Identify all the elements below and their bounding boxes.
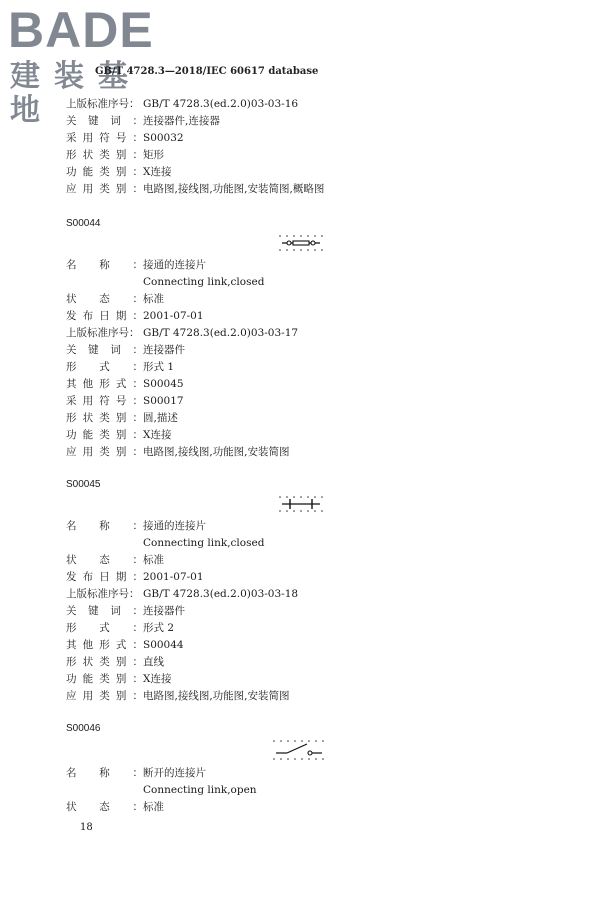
field-label: 形 状 类 别 ： <box>66 149 143 161</box>
field-line <box>66 97 298 111</box>
field-label: 功 能 类 别 ： <box>66 673 143 685</box>
field-value: GB/T 4728.3(ed.2.0)03-03-16 <box>143 98 299 110</box>
field-value: Connecting link,open <box>143 784 257 796</box>
field-line <box>66 165 171 179</box>
entry-code: S00046 <box>66 723 101 734</box>
field-value: 形式 1 <box>143 361 175 373</box>
logo-latin-text: BADE <box>8 2 154 58</box>
field-label: 形 式 ： <box>66 622 143 634</box>
field-label: 状 态 ： <box>66 801 143 813</box>
field-line <box>66 621 174 635</box>
field-label: 关 键 词 ： <box>66 605 143 617</box>
running-head: GB/T 4728.3—2018/IEC 60617 database <box>95 66 319 77</box>
field-label: 功 能 类 别 ： <box>66 429 143 441</box>
field-label: 形 状 类 别 ： <box>66 656 143 668</box>
field-line <box>66 343 185 357</box>
field-label: 形 状 类 别 ： <box>66 412 143 424</box>
field-line <box>66 638 184 652</box>
field-line <box>66 326 298 340</box>
field-value: S00044 <box>143 639 184 651</box>
field-line <box>66 114 220 128</box>
field-label: 形 式 ： <box>66 361 143 373</box>
field-value: 标准 <box>143 801 164 813</box>
field-line <box>66 309 204 323</box>
field-value: X连接 <box>143 673 172 685</box>
field-value: 标准 <box>143 554 164 566</box>
field-value: 连接器件 <box>143 344 185 356</box>
field-line <box>66 292 164 306</box>
field-line <box>66 360 174 374</box>
field-value: 直线 <box>143 656 164 668</box>
field-label: 关 键 词 ： <box>66 115 143 127</box>
field-line <box>66 800 164 814</box>
entry-code: S00045 <box>66 479 101 490</box>
field-value: 断开的连接片 <box>143 767 206 779</box>
field-label: 发 布 日 期 ： <box>66 310 143 322</box>
field-label: 状 态 ： <box>66 554 143 566</box>
field-value: 电路图,接线图,功能图,安装简图,概略图 <box>143 183 325 195</box>
field-line <box>66 553 164 567</box>
field-value: 矩形 <box>143 149 164 161</box>
field-value: 2001-07-01 <box>143 571 204 583</box>
field-line <box>66 394 184 408</box>
field-label: 上版标准序号： <box>66 98 140 110</box>
field-line <box>66 411 178 425</box>
field-value: 电路图,接线图,功能图,安装简图 <box>143 446 290 458</box>
field-label: 名 称 ： <box>66 520 143 532</box>
field-line <box>66 428 171 442</box>
field-label: 应 用 类 别 ： <box>66 690 143 702</box>
field-value: S00032 <box>143 132 184 144</box>
entry-code: S00044 <box>66 218 101 229</box>
field-value: 电路图,接线图,功能图,安装简图 <box>143 690 290 702</box>
field-value: Connecting link,closed <box>143 537 265 549</box>
page-number: 18 <box>80 822 93 833</box>
field-line <box>66 445 290 459</box>
field-line <box>66 570 204 584</box>
field-line <box>66 536 264 550</box>
connecting-link-open-icon <box>272 738 328 762</box>
field-label: 上版标准序号： <box>66 588 140 600</box>
field-line <box>66 689 290 703</box>
field-value: 连接器件 <box>143 605 185 617</box>
field-label: 采 用 符 号 ： <box>66 132 143 144</box>
field-value: 接通的连接片 <box>143 259 206 271</box>
field-label: 采 用 符 号 ： <box>66 395 143 407</box>
field-value: GB/T 4728.3(ed.2.0)03-03-17 <box>143 327 299 339</box>
field-value: 形式 2 <box>143 622 175 634</box>
field-line <box>66 148 164 162</box>
field-value: GB/T 4728.3(ed.2.0)03-03-18 <box>143 588 299 600</box>
field-line <box>66 258 206 272</box>
field-label: 状 态 ： <box>66 293 143 305</box>
field-line <box>66 766 206 780</box>
field-line <box>66 587 298 601</box>
field-line <box>66 655 164 669</box>
field-label: 名 称 ： <box>66 259 143 271</box>
field-label: 名 称 ： <box>66 767 143 779</box>
field-label: 其 他 形 式 ： <box>66 378 143 390</box>
field-line <box>66 672 171 686</box>
field-value: 连接器件,连接器 <box>143 115 220 127</box>
field-line <box>66 275 264 289</box>
field-line <box>66 783 257 797</box>
field-value: X连接 <box>143 166 172 178</box>
field-value: 圆,描述 <box>143 412 178 424</box>
field-label: 应 用 类 别 ： <box>66 183 143 195</box>
field-value: Connecting link,closed <box>143 276 265 288</box>
field-value: 2001-07-01 <box>143 310 204 322</box>
field-value: S00017 <box>143 395 184 407</box>
field-value: X连接 <box>143 429 172 441</box>
logo-cjk-text: 建装基地 <box>10 59 142 128</box>
field-label: 上版标准序号： <box>66 327 140 339</box>
field-label: 其 他 形 式 ： <box>66 639 143 651</box>
field-line <box>66 377 184 391</box>
field-value: 接通的连接片 <box>143 520 206 532</box>
field-line <box>66 182 324 196</box>
field-value: S00045 <box>143 378 184 390</box>
field-line <box>66 131 184 145</box>
field-label: 发 布 日 期 ： <box>66 571 143 583</box>
connecting-link-closed-form1-icon <box>278 233 328 253</box>
field-label: 关 键 词 ： <box>66 344 143 356</box>
field-label: 功 能 类 别 ： <box>66 166 143 178</box>
field-label: 应 用 类 别 ： <box>66 446 143 458</box>
connecting-link-closed-form2-icon <box>278 494 328 514</box>
field-line <box>66 604 185 618</box>
field-value: 标准 <box>143 293 164 305</box>
field-line <box>66 519 206 533</box>
